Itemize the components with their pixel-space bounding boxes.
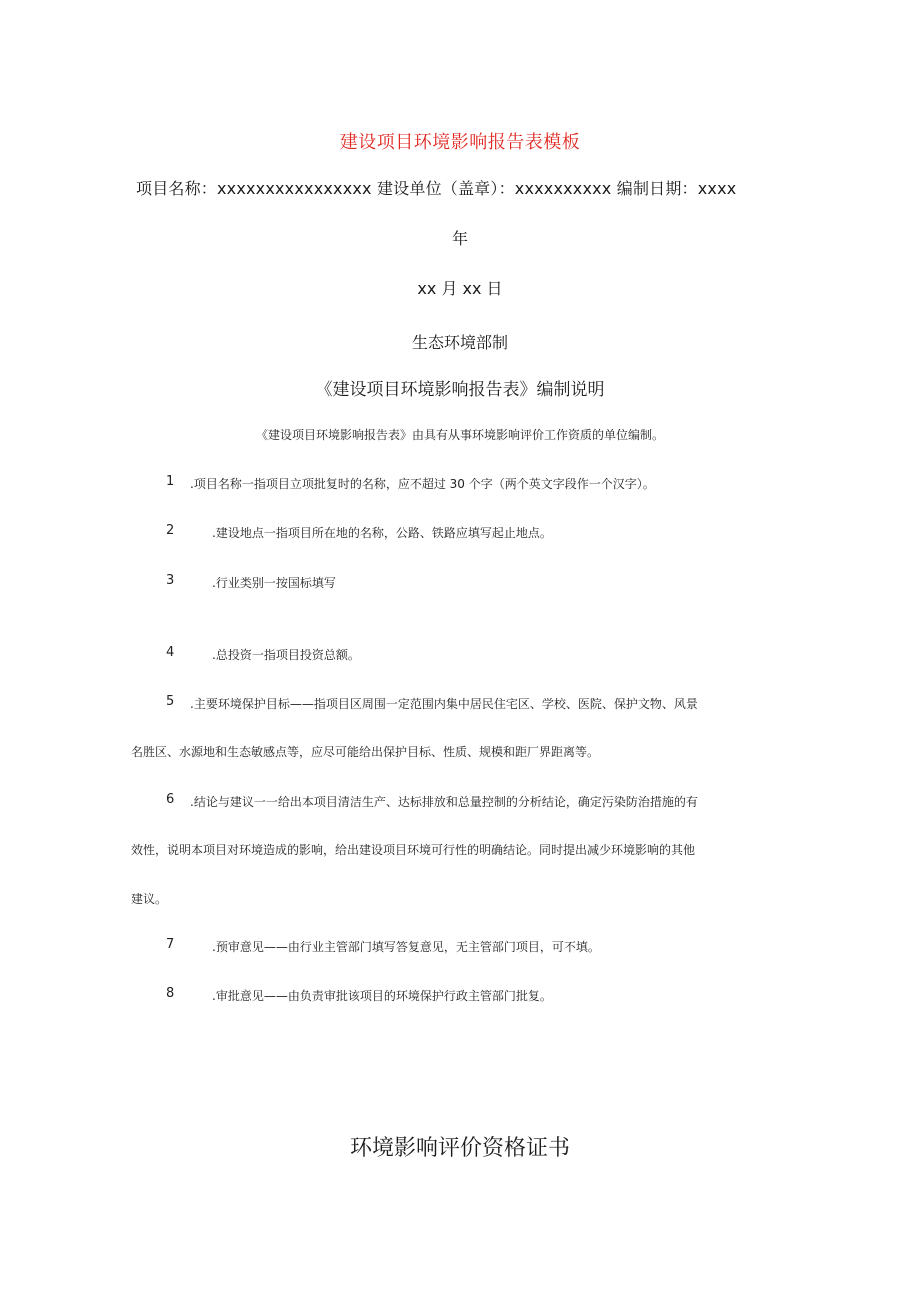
item-text: .主要环境保护目标——指项目区周围一定范围内集中居民住宅区、学校、医院、保护文物、风景 xyxy=(190,697,698,711)
item-number: 4 xyxy=(166,645,175,660)
document-title: 建设项目环境影响报告表模板 xyxy=(339,132,581,153)
project-meta-line: 项目名称：xxxxxxxxxxxxxxxx 建设单位（盖章）：xxxxxxxxxx 编制日期：xxxx xyxy=(136,179,737,198)
project-meta-day: xx 月 xx 日 xyxy=(417,279,503,298)
item-number: 3 xyxy=(166,573,175,588)
item-number: 8 xyxy=(166,986,175,1001)
item-number: 5 xyxy=(166,694,175,709)
certificate-title: 环境影响评价资格证书 xyxy=(349,1136,570,1161)
item-text: .行业类别一按国标填写 xyxy=(212,576,336,590)
item-number: 7 xyxy=(166,937,175,952)
issuer-line: 生态环境部制 xyxy=(411,333,508,352)
item-continuation: 建议。 xyxy=(131,892,168,906)
item-text: .项目名称一指项目立项批复时的名称，应不超过 30 个字（两个英文字段作一个汉字）。 xyxy=(190,477,655,491)
item-continuation: 名胜区、水源地和生态敏感点等，应尽可能给出保护目标、性质、规模和距厂界距离等。 xyxy=(131,745,600,759)
item-text: .预审意见——由行业主管部门填写答复意见，无主管部门项目，可不填。 xyxy=(212,940,600,954)
item-continuation: 效性，说明本项目对环境造成的影响，给出建设项目环境可行性的明确结论。同时提出减少环境影响的其他 xyxy=(131,843,696,857)
project-meta-year: 年 xyxy=(451,229,468,248)
item-number: 6 xyxy=(166,792,175,807)
item-number: 1 xyxy=(166,474,175,489)
instructions-intro: 《建设项目环境影响报告表》由具有从事环境影响评价工作资质的单位编制。 xyxy=(255,428,664,442)
item-text: .总投资一指项目投资总额。 xyxy=(212,648,360,662)
item-number: 2 xyxy=(166,523,175,538)
item-text: .审批意见——由负责审批该项目的环境保护行政主管部门批复。 xyxy=(212,989,552,1003)
instructions-title: 《建设项目环境影响报告表》编制说明 xyxy=(315,380,605,400)
item-text: .建设地点一指项目所在地的名称，公路、铁路应填写起止地点。 xyxy=(212,526,552,540)
item-text: .结论与建议一一给出本项目清洁生产、达标排放和总量控制的分析结论，确定污染防治措施的有 xyxy=(190,795,698,809)
